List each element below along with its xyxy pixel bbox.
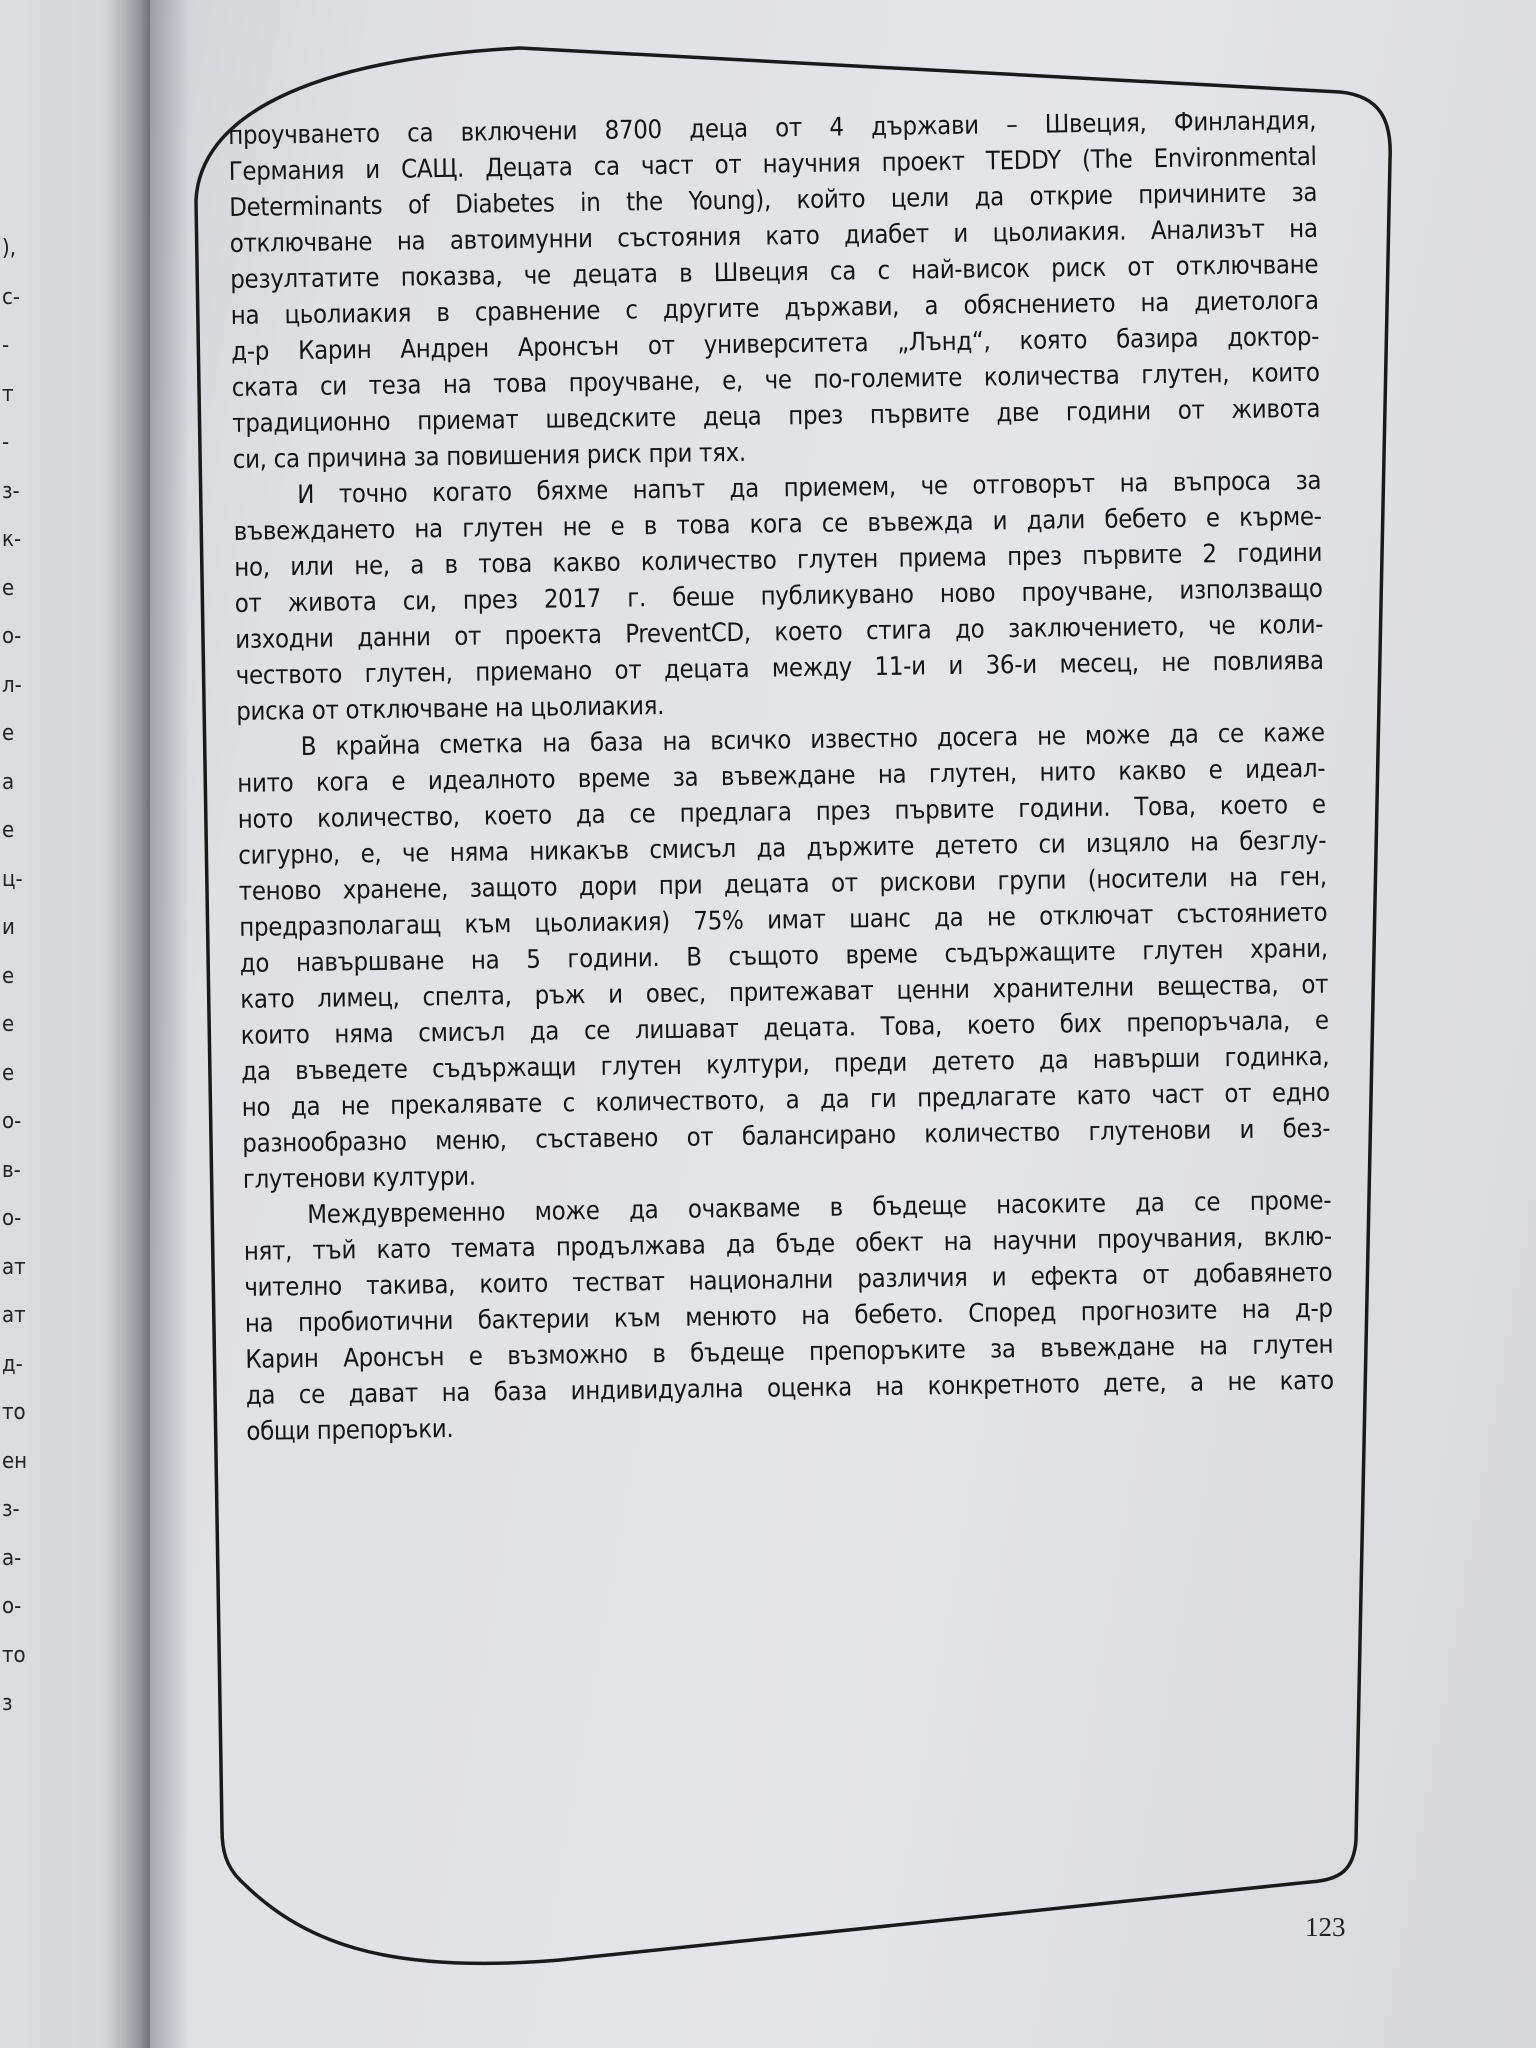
text-line: нито кога е идеалното време за въвеждане на глутен, нито какво е идеал- (237, 753, 1326, 799)
text-line: И точно когато бяхме напът да приемем, че отговорът на въпроса за (297, 465, 1322, 511)
left-page-fragment: д- (2, 1351, 23, 1377)
left-page-fragment: ат (2, 1254, 26, 1280)
text-line: теново хранене, защото дори при децата от рискови групи (носители на ген, (238, 861, 1327, 907)
left-page-fragment: е (2, 575, 15, 601)
left-page-fragment: ц- (2, 866, 23, 892)
paragraph (233, 463, 1324, 730)
left-page-fragment: ат (2, 1303, 26, 1328)
text-line: на цьолиакия в сравнение с другите държави, а обяснението на диетолога (230, 285, 1319, 331)
text-line: Междувременно може да очакваме в бъдеще насоките да се проме- (307, 1185, 1332, 1230)
left-page-fragment: ), (2, 236, 17, 261)
text-line: разнообразно меню, съставено от балансирано количество глутенови и без- (242, 1113, 1331, 1159)
left-page-fragment: т (2, 381, 14, 407)
body-text (228, 103, 1334, 1450)
text-line: които няма смисъл да се лишават децата. Това, което бих препоръчала, е (240, 1005, 1329, 1051)
left-page-fragment: в- (2, 1157, 21, 1183)
left-page-fragment: з- (2, 1497, 20, 1522)
left-page-fragment: л- (2, 672, 22, 698)
text-line: от живота си, през 2017 г. беше публикувано ново проучване, използващо (234, 573, 1323, 619)
left-page-fragment: е (2, 963, 15, 989)
left-page-fragment: о- (2, 1109, 22, 1134)
paragraph (237, 715, 1331, 1198)
text-line: риска от отключване на цьолиакия. (236, 690, 665, 727)
page-number: 123 (1305, 1912, 1346, 1942)
text-line: традиционно приемат шведските деца през първите две години от живота (232, 393, 1321, 439)
text-line: ската си теза на това проучване, е, че по-големите количества глутен, които (231, 357, 1320, 403)
text-line: чеството глутен, приемано от децата между 11-и и 36-и месец, не повлиява (235, 645, 1324, 691)
left-page-fragment: о- (2, 1206, 22, 1231)
text-line: да въведете съдържащи глутен култури, преди детето да навърши годинка, (241, 1041, 1330, 1087)
paragraph (243, 1183, 1334, 1450)
left-page-fragment: ен (2, 1448, 28, 1474)
left-page-fragment: а- (2, 1545, 22, 1571)
text-line: нят, тъй като темата продължава да бъде обект на научни проучвания, вклю- (243, 1221, 1332, 1267)
left-page-fragment: - (2, 333, 10, 358)
left-page-fragment: е (2, 1060, 15, 1086)
left-page-fragment: е (2, 1012, 15, 1037)
left-page-fragment: к- (2, 527, 22, 552)
text-line: резултатите показва, че децата в Швеция са с най-висок риск от отключване (230, 249, 1319, 295)
text-line: проучването са включени 8700 деца от 4 държави – Швеция, Финландия, (228, 105, 1317, 151)
text-line: общи препоръки. (246, 1413, 454, 1447)
text-line: ното количество, което да се предлага през първите години. Това, което е (237, 789, 1326, 835)
text-line: но да не прекалявате с количеството, а да ги предлагате като част от едно (241, 1077, 1330, 1123)
text-line: предразполагащ към цьолиакия) 75% имат шанс да не отключат състоянието (239, 897, 1328, 943)
left-page-fragment: о- (2, 624, 22, 649)
left-page-fragment: з- (2, 478, 20, 504)
left-page-fragment: о- (2, 1594, 22, 1619)
left-page-fragment: - (2, 430, 10, 455)
text-line: В крайна сметка на база на всичко известно досега не може да се каже (300, 717, 1325, 763)
left-page-fragment: то (2, 1642, 26, 1668)
text-line: сигурно, е, че няма никакъв смисъл да държите детето си изцяло на безглу- (238, 825, 1327, 871)
text-line: д-р Карин Андрен Аронсън от университета „Лънд“, която базира доктор- (231, 321, 1320, 367)
text-line: чително такива, които тестват национални различия и ефекта от добавянето (244, 1257, 1333, 1303)
text-line: изходни данни от проекта PreventCD, което стига до заключението, че коли- (235, 609, 1324, 655)
text-line: но, или не, а в това какво количество глутен приема през първите 2 години (234, 537, 1323, 583)
text-line: до навършване на 5 години. В същото време съдържащите глутен храни, (239, 933, 1328, 979)
left-page-fragment: то (2, 1400, 26, 1425)
text-line: да се дават на база индивидуална оценка на конкретното дете, а не като (245, 1365, 1334, 1411)
text-line: отключване на автоимунни състояния като диабет и цьолиакия. Анализът на (229, 213, 1318, 259)
left-page-fragment: с- (2, 284, 21, 310)
left-page-fragment: а (2, 769, 15, 795)
paragraph (228, 103, 1321, 478)
text-line: на пробиотични бактерии към менюто на бебето. Според прогнозите на д-р (244, 1293, 1333, 1339)
text-line: Determinants of Diabetes in the Young), който цели да открие причините за (229, 177, 1318, 223)
text-line: въвеждането на глутен не е в това кога се въвежда и дали бебето е кърме- (233, 501, 1322, 547)
left-page-fragment: з (2, 1691, 13, 1716)
left-page-fragment: и (2, 915, 15, 940)
left-page-fragment: е (2, 818, 15, 843)
text-line: Германия и САЩ. Децата са част от научния проект TEDDY (The Environmental (228, 141, 1317, 187)
text-line: си, са причина за повишения риск при тях. (232, 437, 747, 475)
left-page-fragment: е (2, 721, 15, 746)
text-line: Карин Аронсън е възможно в бъдеще препоръките за въвеждане на глутен (245, 1329, 1334, 1375)
text-line: глутенови култури. (242, 1161, 476, 1195)
text-line: като лимец, спелта, ръж и овес, притежават ценни хранителни вещества, от (240, 969, 1329, 1015)
